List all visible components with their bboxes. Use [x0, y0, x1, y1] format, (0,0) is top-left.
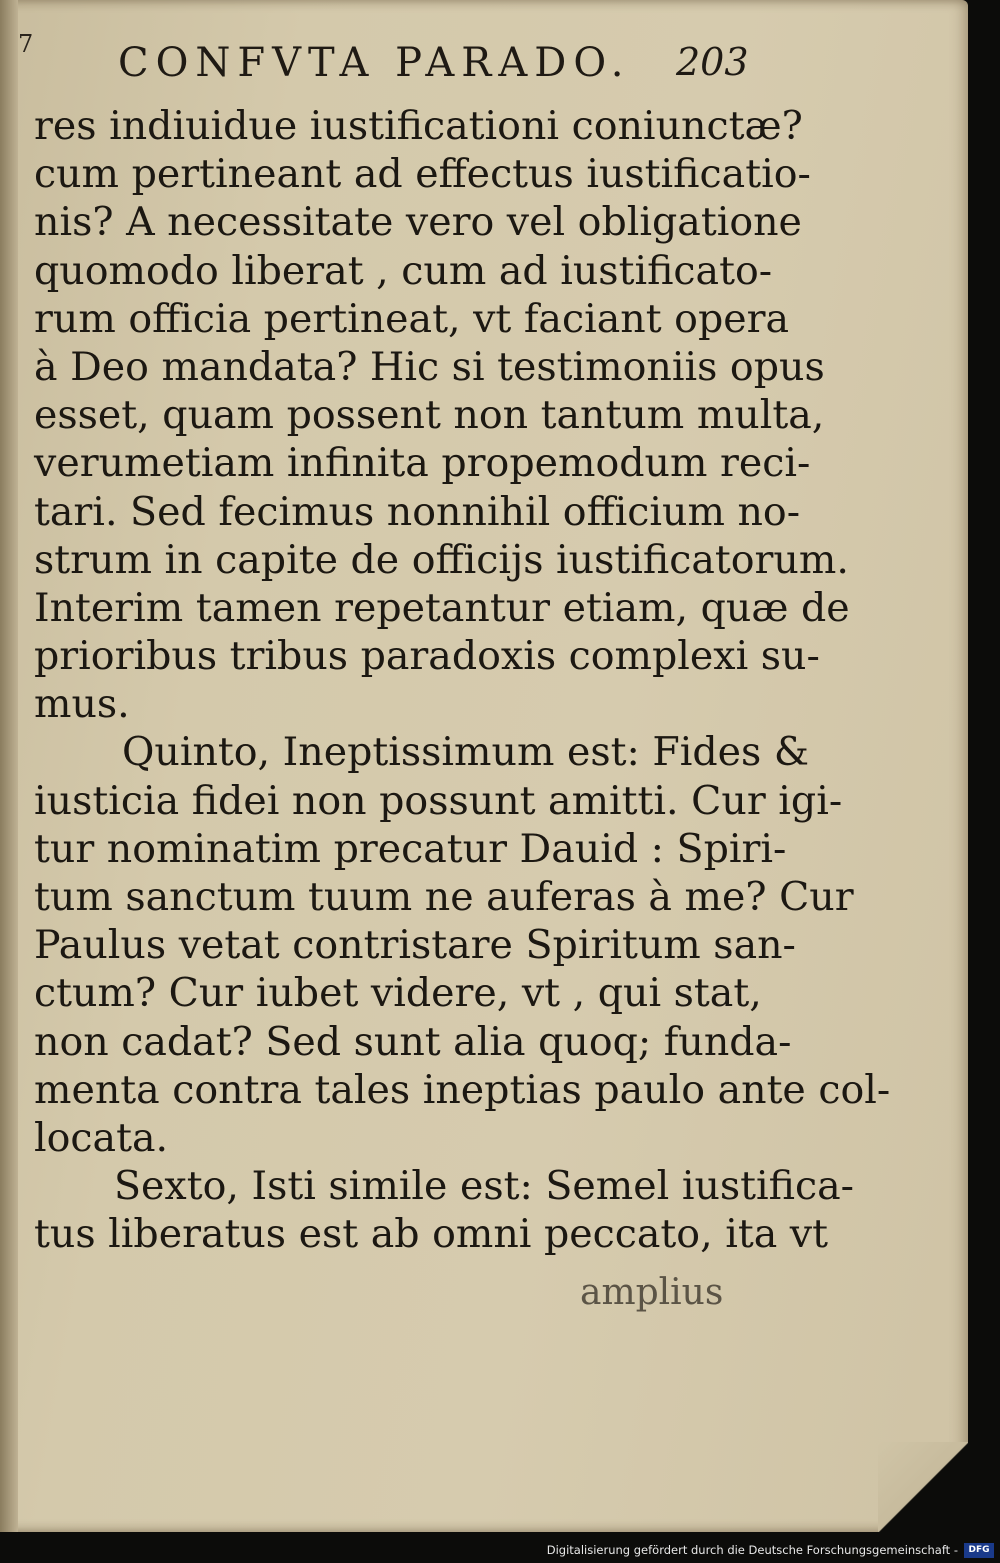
- text-line: res indiuidue iustificationi coniunctæ?: [34, 103, 803, 149]
- text-line: tari. Sed fecimus nonnihil officium no-: [34, 488, 801, 535]
- text-line: menta contra tales ineptias paulo ante col-: [34, 1066, 891, 1113]
- text-line: iusticia fidei non possunt amitti. Cur igi-: [34, 777, 843, 824]
- text-line: Sexto, Isti simile est: Semel iustifica-: [114, 1163, 855, 1210]
- text-line: strum in capite de officijs iustificatorum.: [34, 536, 849, 583]
- text-line: mus.: [34, 681, 130, 728]
- text-line: Paulus vetat contristare Spiritum san-: [34, 922, 796, 969]
- text-line: prioribus tribus paradoxis complexi su-: [34, 633, 820, 680]
- dfg-logo: DFG: [964, 1543, 994, 1558]
- text-line: ctum? Cur iubet videre, vt , qui stat,: [34, 970, 762, 1017]
- text-line: à Deo mandata? Hic si testimoniis opus: [34, 343, 825, 390]
- page-gutter-shadow: [0, 0, 18, 1532]
- text-line: nis? A necessitate vero vel obligatione: [34, 199, 802, 246]
- text-line: rum officia pertineat, vt faciant opera: [34, 295, 790, 342]
- text-line: tus liberatus est ab omni peccato, ita vt: [34, 1211, 828, 1258]
- text-line: tur nominatim precatur Dauid : Spiri-: [34, 825, 787, 872]
- text-line: verumetiam infinita propemodum reci-: [34, 440, 811, 487]
- digitization-credit: Digitalisierung gefördert durch die Deutsche Forschungsgemeinschaft -: [546, 1543, 958, 1557]
- footer-bar: [0, 1535, 1000, 1563]
- text-line: Quinto, Ineptissimum est: Fides &: [122, 729, 810, 776]
- text-line: quomodo liberat , cum ad iustificato-: [34, 247, 773, 294]
- text-line: locata.: [34, 1114, 169, 1161]
- text-line: tum sanctum tuum ne auferas à me? Cur: [34, 874, 854, 920]
- text-line: non cadat? Sed sunt alia quoq; funda-: [34, 1018, 792, 1065]
- body-text: [34, 102, 891, 1259]
- corner-mark: 7: [18, 30, 34, 58]
- catchword: amplius: [580, 1272, 724, 1313]
- page-corner-fold: [878, 1442, 968, 1532]
- text-line: cum pertineant ad effectus iustificatio-: [34, 151, 811, 198]
- text-line: esset, quam possent non tantum multa,: [34, 392, 825, 439]
- page-number: 203: [676, 40, 749, 84]
- running-header: CONFVTA PARADO.: [118, 40, 631, 86]
- text-line: Interim tamen repetantur etiam, quæ de: [34, 584, 850, 631]
